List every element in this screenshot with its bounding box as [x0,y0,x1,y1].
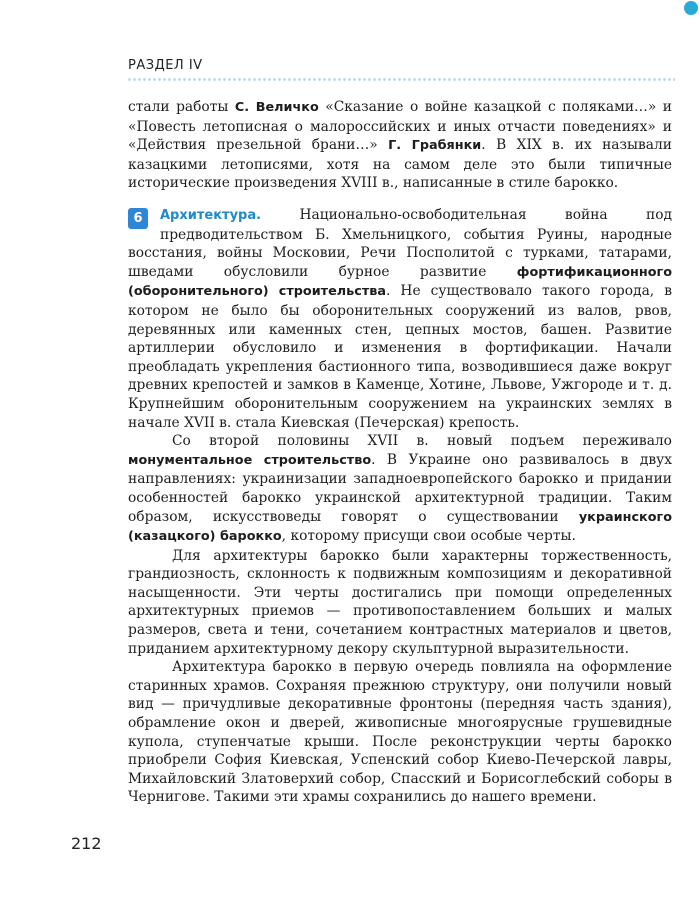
bold-term: монументальное строительство [128,452,372,468]
text-run: . Не существовало такого города, в котором не было бы оборонительных сооружений из валов, рвов, деревянных или каменных стен, цепных мостов, башен. Развитие артиллерии обусловило и изменения в фортификации. Начали преобладать укрепления бастионного типа, возводившиеся даже вокруг древних крепостей и замков в Каменце, Хотине, Львове, Ужгороде и т. д. Крупнейшим оборонительным сооружением на украинских землях в начале XVII в. стала Киевская (Печерская) крепость. [128,283,672,431]
intro-text [128,98,672,193]
text-run: «Сказание о войне казацкой с поляками…» и «Повесть летописная о малороссийских и иных отчасти поведениях» и «Действия презельной брани…» [128,99,672,154]
text-run: , которому присущи свои особые черты. [281,528,576,545]
body-paragraph [128,658,672,807]
text-run: Архитектура барокко в первую очередь повлияла на оформление старинных храмов. Сохраняя прежнюю структуру, они получили новый вид — причудливые декоративные фронтоны (передняя часть здания), обрамление окон и дверей, живописные многоярусные грушевидные купола, ступенчатые крыши. После реконструкции черты барокко приобрели София Киевская, Успенский собор Киево-Печерской лавры, Михайловский Златоверхий собор, Спасский и Борисоглебский соборы в Чернигове. Такими эти храмы сохранились до нашего времени. [128,659,672,806]
text-run: . В XIX в. их называли казацкими летописями, хотя на самом деле это были типичные исторические произведения XVIII в., написанные в стиле барокко. [128,137,672,192]
bold-term: фортификационного (оборонительного) строительства [128,264,672,300]
body-paragraph [128,206,672,432]
text-run: стали работы [128,99,235,115]
bold-term: Г. Грабянки [388,138,482,154]
dotted-divider [127,78,675,81]
corner-logo-icon [684,1,698,15]
text-run: Со второй половины XVII в. новый подъем переживало [172,433,672,450]
text-run: Национально-освободительная война под предводительством Б. Хмельницкого, события Руины, народные восстания, войны Московии, Речи Посполитой с турками, татарами, шведами обусловили бурное развитие [128,207,672,280]
bold-term: С. Величко [234,100,319,115]
architecture-section [128,206,672,807]
section-heading: Архитектура. [160,208,262,223]
text-run: . В Украине оно развивалось в двух направлениях: украинизации западноевропейского барокко и придании особенностей барокко украинской архитектурной традиции. Таким образом, искусствоведы говорят о существовании [128,451,672,525]
body-paragraph [128,432,672,547]
intro-paragraph [128,98,672,193]
bold-term: украинского (казацкого) барокко [128,509,672,545]
section-marker-badge: 6 [128,208,148,229]
section-header: РАЗДЕЛ IV [128,58,203,73]
text-run: Для архитектуры барокко были характерны торжественность, грандиозность, склонность к подвижным композициям и декоративной насыщенности. Эти черты достигались при помощи определенных архитектурных приемов — противопоставлением больших и малых размеров, света и тени, сочетанием контрастных материалов и цветов, приданием архитектурному декору скульптурной выразительности. [128,547,672,657]
page-number: 212 [71,834,102,853]
body-paragraph [128,547,672,659]
